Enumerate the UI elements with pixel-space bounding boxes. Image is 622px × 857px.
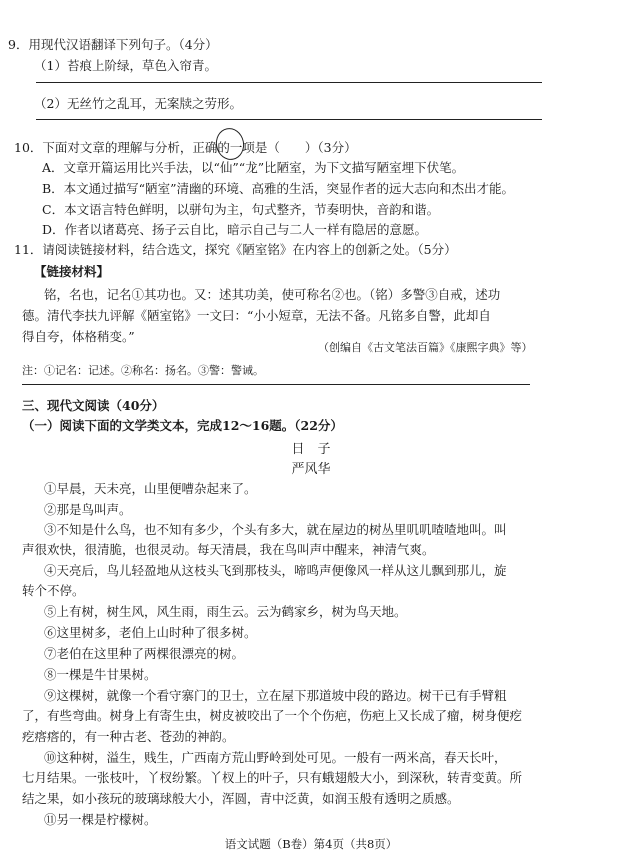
material-label: 【链接材料】 [34,264,110,279]
material-source: （创编自《古文笔法百篇》《康熙字典》等） [318,341,533,354]
article-line: ⑤上有树，树生风，风生雨，雨生云。云为鹤家乡，树为鸟天地。 [44,604,407,619]
article-title: 日 子 [291,442,331,457]
answer-line-1 [36,82,542,83]
article-line: ⑥这里树多，老伯上山时种了很多树。 [44,625,257,640]
q10-option-d: D．作者以诸葛亮、扬子云自比，暗示自己与二人一样有隐居的意愿。 [42,222,428,237]
q10-option-c: C．本文语言特色鲜明，以骈句为主，句式整齐，节奏明快，音韵和谐。 [42,202,440,217]
article-line: 七月结果。一张枝叶，丫杈纷繁。丫杈上的叶子，只有蛾翅般大小，到深秋，转青变黄。所 [22,770,523,785]
article-line: 疙瘩瘩的，有一种古老、苍劲的神韵。 [22,729,235,744]
q10-option-a: A．文章开篇运用比兴手法，以“仙”“龙”比陋室，为下文描写陋室埋下伏笔。 [42,160,465,175]
material-line-3: 得自夸，体格稍变。” [22,329,135,344]
article-line: ⑨这棵树，就像一个看守寨门的卫士，立在屋下那道坡中段的路边。树干已有手臂粗 [44,688,507,703]
answer-line-2 [36,119,542,120]
article-line: ⑪另一棵是柠檬树。 [44,812,157,827]
section3-title: 三、现代文阅读（40分） [22,398,165,413]
q9-sentence-1: （1）苔痕上阶绿，草色入帘青。 [34,58,217,73]
answer-line-3 [22,384,530,385]
article-line: 声很欢快，很清脆，也很灵动。每天清晨，我在鸟叫声中醒来，神清气爽。 [22,542,435,557]
article-author: 严风华 [291,462,331,477]
material-line-2: 德。清代李扶九评解《陋室铭》一文曰：“小小短章，无法不备。凡铭多自警，此却自 [22,308,491,323]
q9-sentence-2: （2）无丝竹之乱耳，无案牍之劳形。 [34,96,242,111]
article-line: ④天亮后，鸟儿轻盈地从这枝头飞到那枝头，啼鸣声便像风一样从这儿飘到那儿，旋 [44,563,507,578]
article-line: ③不知是什么鸟，也不知有多少，个头有多大，就在屋边的树丛里叽叽喳喳地叫。叫 [44,522,507,537]
article-line: 结之果，如小孩玩的玻璃球般大小，浑圆，青中泛黄，如润玉般有透明之质感。 [22,791,460,806]
q10-title: 10．下面对文章的理解与分析，正确的一项是（ ）（3分） [14,140,357,155]
q9-title: 9．用现代汉语翻译下列句子。（4分） [8,37,218,52]
article-line: ②那是鸟叫声。 [44,502,132,517]
page-footer: 语文试题（B卷）第4页（共8页） [224,837,398,851]
article-line: 转个不停。 [22,583,85,598]
section3-subtitle: （一）阅读下面的文学类文本，完成12～16题。（22分） [22,418,343,433]
material-line-1: 铭，名也，记名①其功也。又：述其功美，使可称名②也。（铭）多警③自戒，述功 [44,287,501,302]
article-line: ⑦老伯在这里种了两棵很漂亮的树。 [44,646,245,661]
article-line: ⑧一棵是牛甘果树。 [44,667,157,682]
article-line: ①早晨，天未亮，山里便嘈杂起来了。 [44,481,257,496]
article-line: ⑩这种树，溢生，贱生，广西南方荒山野岭到处可见。一般有一两米高，春天长叶， [44,750,507,765]
material-notes: 注：①记名：记述。②称名：扬名。③警：警诫。 [22,364,264,377]
article-line: 了，有些弯曲。树身上有寄生虫，树皮被咬出了一个个伤疤，伤疤上又长成了瘤，树身便疙 [22,708,523,723]
q10-option-b: B．本文通过描写“陋室”清幽的环境、高雅的生活，突显作者的远大志向和杰出才能。 [42,181,514,196]
q11-title: 11．请阅读链接材料，结合选文，探究《陋室铭》在内容上的创新之处。（5分） [14,242,457,257]
